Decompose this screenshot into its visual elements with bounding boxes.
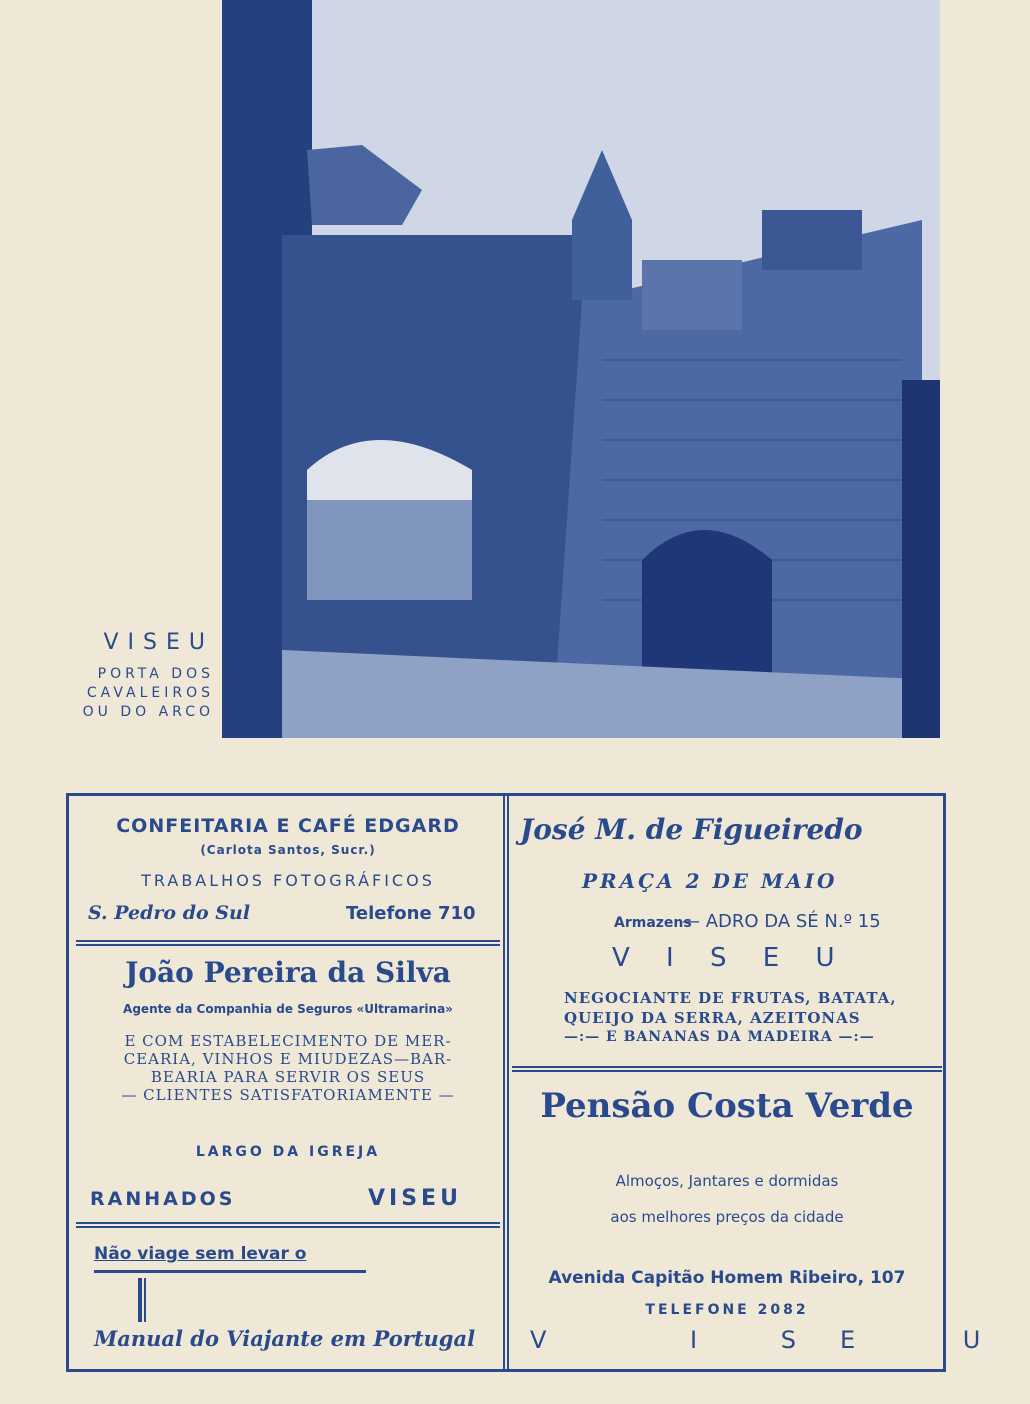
joao-name: João Pereira da Silva <box>125 956 451 989</box>
edgard-phone: Telefone 710 <box>346 903 476 924</box>
joao-agent: Agente da Companhia de Seguros «Ultramarina» <box>123 1002 453 1016</box>
figueiredo-name: José M. de Figueiredo <box>520 813 863 846</box>
caption-line-2: CAVALEIROS <box>86 685 214 701</box>
joao-place-left: RANHADOS <box>90 1188 236 1210</box>
pensao-address: Avenida Capitão Homem Ribeiro, 107 <box>548 1268 906 1288</box>
column-divider <box>503 793 509 1372</box>
ad-edgard <box>76 803 500 939</box>
figueiredo-goods-2: QUEIJO DA SERRA, AZEITONAS <box>564 1009 861 1027</box>
ad-manual <box>76 1230 500 1365</box>
divider-1 <box>76 940 500 946</box>
caption-city: VISEU <box>103 630 214 655</box>
photo-caption <box>64 630 214 722</box>
ad-joao <box>76 948 500 1220</box>
edgard-owner: (Carlota Santos, Sucr.) <box>200 843 376 857</box>
figueiredo-warehouse-label: Armazens <box>614 915 692 931</box>
pensao-line-2: aos melhores preços da cidade <box>610 1208 844 1226</box>
pensao-phone: TELEFONE 2082 <box>645 1302 809 1318</box>
caption-line-3: OU DO ARCO <box>82 704 214 720</box>
figueiredo-address: PRAÇA 2 DE MAIO <box>582 869 838 893</box>
manual-line-1: Não viage sem levar o <box>94 1244 307 1264</box>
figueiredo-warehouse-address: — ADRO DA SÉ N.º 15 <box>682 911 881 932</box>
divider-3 <box>512 1066 942 1072</box>
pensao-name: Pensão Costa Verde <box>540 1086 914 1126</box>
joao-desc-1: E COM ESTABELECIMENTO DE MER- <box>124 1032 452 1050</box>
manual-title: Manual do Viajante em Portugal <box>94 1326 476 1351</box>
edgard-name: CONFEITARIA E CAFÉ EDGARD <box>116 815 460 837</box>
ad-pensao <box>512 1074 1030 1366</box>
figueiredo-city: V I S E U <box>612 943 849 973</box>
caption-line-1: PORTA DOS <box>97 666 214 682</box>
manual-bar-1 <box>138 1278 142 1322</box>
joao-desc-3: BEARIA PARA SERVIR OS SEUS <box>150 1068 426 1086</box>
manual-rule-top <box>94 1270 366 1273</box>
pensao-city-2: I S <box>690 1326 834 1354</box>
ad-figueiredo <box>512 803 942 1066</box>
pensao-city-1: V <box>530 1326 547 1354</box>
manual-bar-2 <box>144 1278 146 1322</box>
divider-2 <box>76 1222 500 1228</box>
joao-place-right: VISEU <box>368 1186 462 1211</box>
joao-desc-2: CEARIA, VINHOS E MIUDEZAS—BAR- <box>123 1050 453 1068</box>
photo-illustration <box>222 0 940 738</box>
figueiredo-goods-1: NEGOCIANTE DE FRUTAS, BATATA, <box>564 989 897 1007</box>
figueiredo-goods-3: —:— E BANANAS DA MADEIRA —:— <box>564 1029 875 1045</box>
edgard-services: TRABALHOS FOTOGRÁFICOS <box>141 871 435 890</box>
photo-porta-dos-cavaleiros <box>222 0 940 738</box>
pensao-city-3: E U <box>840 1326 1030 1354</box>
edgard-place: S. Pedro do Sul <box>88 902 251 924</box>
joao-address: LARGO DA IGREJA <box>195 1144 381 1160</box>
pensao-line-1: Almoços, Jantares e dormidas <box>615 1172 839 1190</box>
joao-desc-4: — CLIENTES SATISFATORIAMENTE — <box>121 1086 455 1104</box>
